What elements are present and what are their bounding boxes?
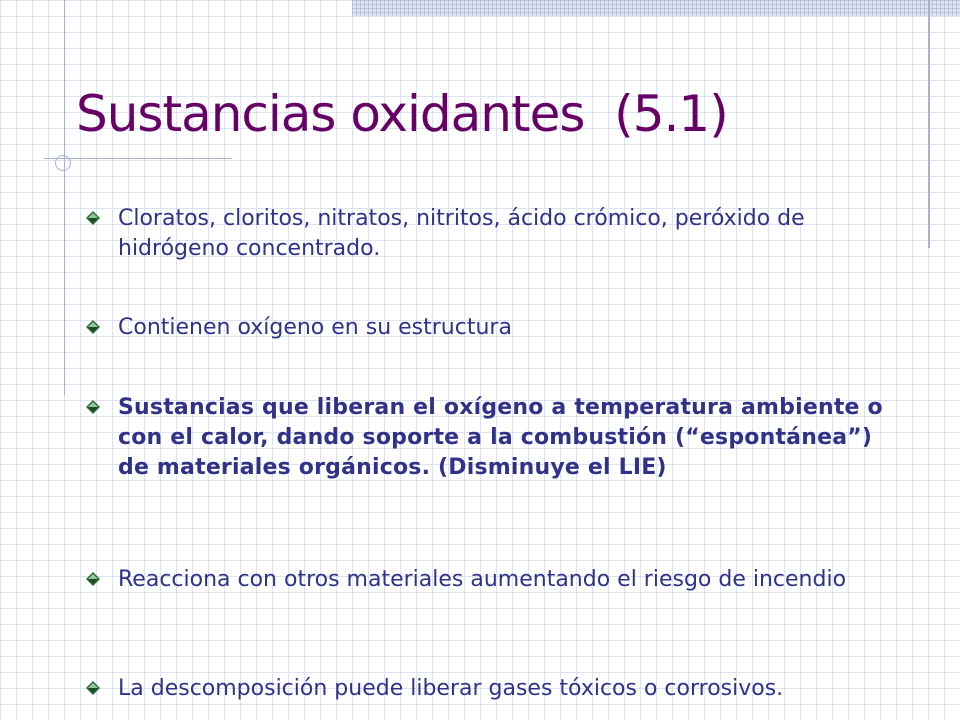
diamond-bullet-icon bbox=[86, 319, 100, 333]
bullet-text: La descomposición puede liberar gases tóxicos o corrosivos. bbox=[118, 676, 784, 701]
decorative-top-bar bbox=[352, 0, 960, 16]
decorative-right-rule bbox=[928, 0, 930, 248]
bullet-text: Sustancias que liberan el oxígeno a temperatura ambiente o con el calor, dando soporte a la combustión (“espontánea”) de materiales orgánicos. (Disminuye el LIE) bbox=[118, 395, 883, 480]
slide-title: Sustancias oxidantes (5.1) bbox=[76, 85, 728, 143]
bullet-text: Cloratos, cloritos, nitratos, nitritos, ácido crómico, peróxido de hidrógeno concentrado. bbox=[118, 206, 805, 261]
diamond-bullet-icon bbox=[86, 680, 100, 694]
bullet-text: Reacciona con otros materiales aumentando el riesgo de incendio bbox=[118, 567, 847, 592]
bullet-text: Contienen oxígeno en su estructura bbox=[118, 315, 512, 340]
corner-circle-ornament bbox=[55, 155, 71, 171]
diamond-bullet-icon bbox=[86, 571, 100, 585]
title-underline bbox=[44, 158, 232, 159]
decorative-left-rule bbox=[64, 0, 65, 395]
diamond-bullet-icon bbox=[86, 399, 100, 413]
diamond-bullet-icon bbox=[86, 210, 100, 224]
